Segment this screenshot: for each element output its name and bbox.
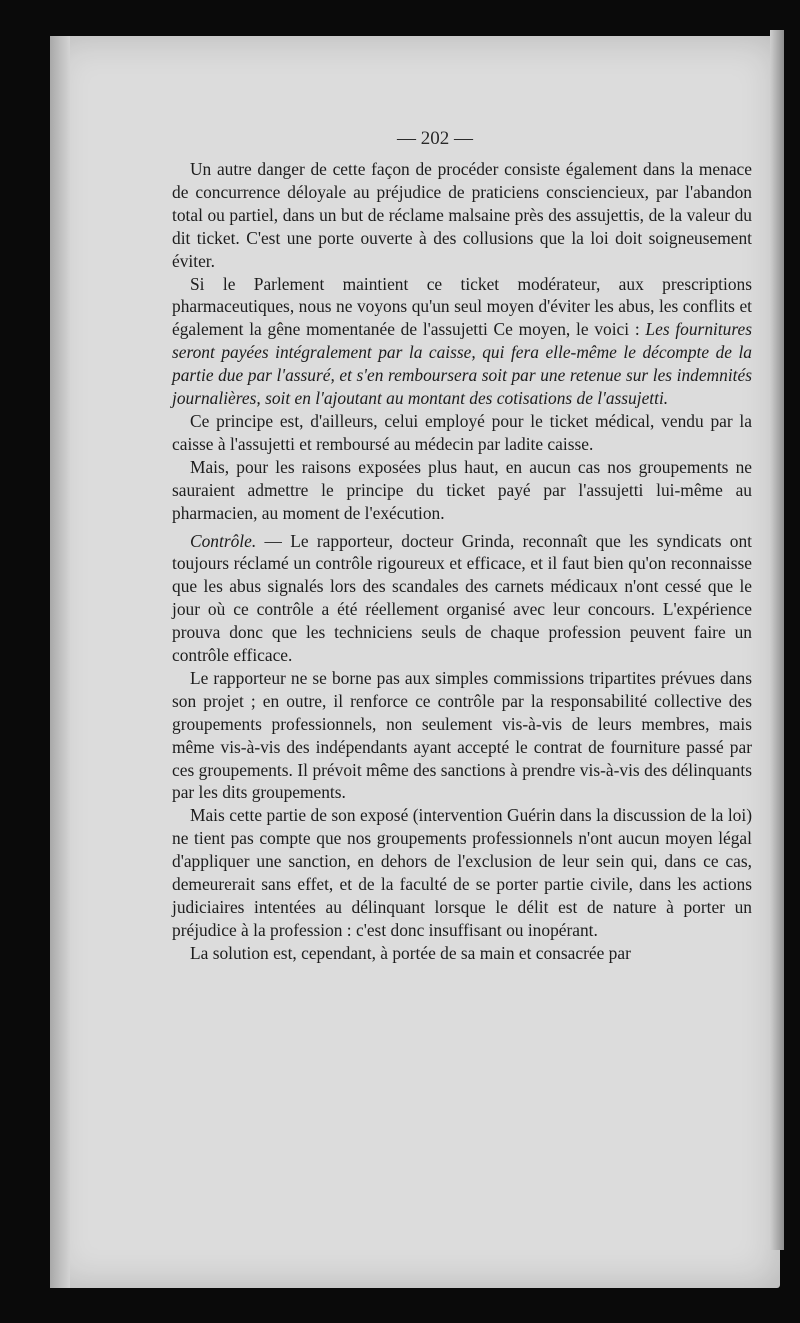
body-text <box>172 158 752 965</box>
page-edge-right <box>770 30 784 1250</box>
paragraph: Le rapporteur ne se borne pas aux simples commissions tripartites prévues dans son projet ; en outre, il renforce ce contrôle par la responsabilité collective des groupements professionnels, non seulement vis-à-vis de leurs membres, mais même vis-à-vis des indépendants ayant accepté le contrat de fourniture passé par ces groupements. Il prévoit même des sanctions à prendre vis-à-vis des délinquants par les dits groupements. <box>172 667 752 803</box>
paragraph <box>172 530 752 667</box>
paragraph: Mais cette partie de son exposé (intervention Guérin dans la discussion de la loi) ne tient pas compte que nos groupements professionnels n'ont aucun moyen légal d'appliquer une sanction, en dehors de l'exclusion de leur sein qui, dans ce cas, demeurerait sans effet, et de la faculté de se porter partie civile, dans les actions judiciaires intentées au délinquant lorsque le délit est de nature à porter un préjudice à la profession : c'est donc insuffisant ou inopérant. <box>172 805 752 940</box>
paragraph: La solution est, cependant, à portée de sa main et consacrée par <box>190 942 631 963</box>
paragraph-italic-proposal: Les fournitures seront payées intégralement par la caisse, qui fera elle-même le décompte de la partie due par l'assuré, et s'en remboursera soit par une retenue sur les indemnités journalières, soit en l'ajoutant au montant des cotisations de l'assujetti. <box>172 319 752 409</box>
section-heading-controle: Contrôle. <box>190 530 257 551</box>
paragraph-lead: Si le Parlement maintient ce ticket modérateur, aux prescriptions pharmaceutiques, nous ne voyons qu'un seul moyen d'éviter les abus, les conflits et également la gêne momentanée de l'assujetti Ce moyen, le voici : <box>172 273 752 340</box>
paragraph: Ce principe est, d'ailleurs, celui employé pour le ticket médical, vendu par la caisse à l'assujetti et remboursé au médecin par ladite caisse. <box>172 410 752 454</box>
paragraph <box>172 273 752 410</box>
page-gutter <box>50 36 70 1288</box>
paragraph: Un autre danger de cette façon de procéder consiste également dans la menace de concurrence déloyale au préjudice de praticiens consciencieux, par l'abandon total ou partiel, dans un but de réclame malsaine près des assujettis, de la valeur du dit ticket. C'est une porte ouverte à des collusions que la loi doit soigneusement éviter. <box>172 159 752 271</box>
page-number: — 202 — <box>397 128 473 149</box>
paragraph-body: — Le rapporteur, docteur Grinda, reconnaît que les syndicats ont toujours réclamé un contrôle rigoureux et efficace, et il faut bien qu'on reconnaisse que les abus signalés lors des scandales des carnets médicaux n'ont cessé que le jour où ce contrôle a été réellement organisé avec leur concours. L'expérience prouva donc que les techniciens seuls de chaque profession peuvent faire un contrôle efficace. <box>172 530 752 666</box>
paragraph: Mais, pour les raisons exposées plus haut, en aucun cas nos groupements ne sauraient admettre le principe du ticket payé par l'assujetti lui-même au pharmacien, au moment de l'exécution. <box>172 456 752 523</box>
